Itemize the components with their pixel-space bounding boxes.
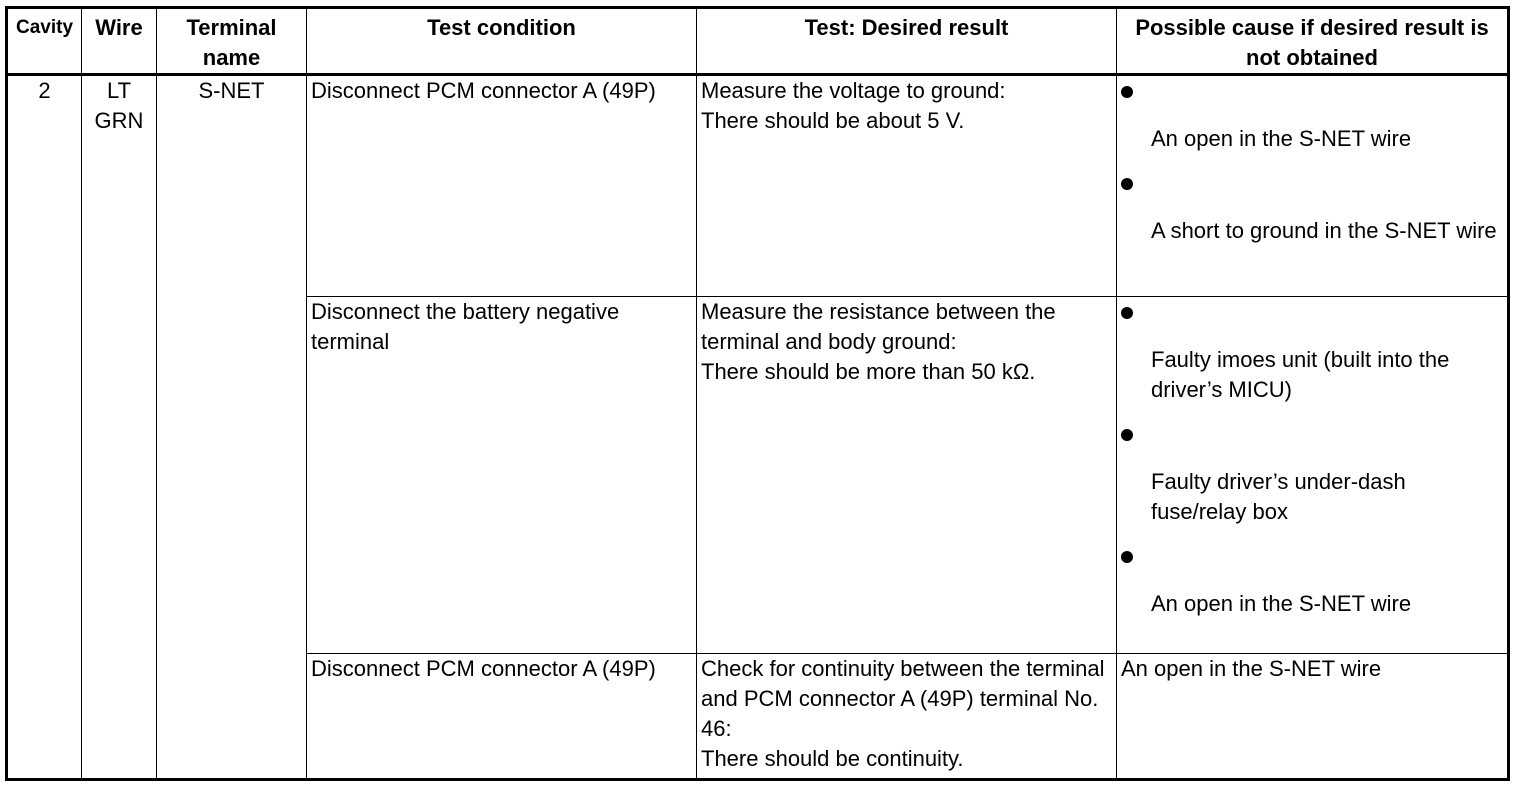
result-line: Check for continuity between the terminal and PCM connector A (49P) terminal No. 46: xyxy=(701,656,1105,741)
table-row xyxy=(7,75,1509,297)
bullet-icon xyxy=(1121,297,1503,321)
result-line: Measure the resistance between the terminal and body ground: xyxy=(701,299,1056,354)
possible-cause-cell: An open in the S-NET wire xyxy=(1117,654,1509,780)
header-wire: Wire xyxy=(82,8,157,75)
result-line: There should be continuity. xyxy=(701,746,964,771)
header-possible-cause: Possible cause if desired result is not obtained xyxy=(1117,8,1509,75)
terminal-test-table xyxy=(5,6,1510,781)
possible-cause-cell xyxy=(1117,297,1509,654)
test-condition-cell: Disconnect PCM connector A (49P) xyxy=(307,654,697,780)
cause-item: Faulty driver’s under-dash fuse/relay box xyxy=(1151,469,1406,524)
possible-cause-cell xyxy=(1117,75,1509,297)
bullet-icon xyxy=(1121,419,1503,443)
result-line: There should be more than 50 kΩ. xyxy=(701,359,1036,384)
header-row xyxy=(7,8,1509,75)
header-test-condition: Test condition xyxy=(307,8,697,75)
bullet-icon xyxy=(1121,541,1503,565)
cause-item: An open in the S-NET wire xyxy=(1151,591,1412,616)
desired-result-cell xyxy=(697,75,1117,297)
result-line: There should be about 5 V. xyxy=(701,108,965,133)
header-terminal-name: Terminal name xyxy=(157,8,307,75)
cause-item: An open in the S-NET wire xyxy=(1151,126,1412,151)
desired-result-cell xyxy=(697,297,1117,654)
desired-result-cell xyxy=(697,654,1117,780)
test-condition-cell: Disconnect the battery negative terminal xyxy=(307,297,697,654)
header-cavity: Cavity xyxy=(7,8,82,75)
header-desired-result: Test: Desired result xyxy=(697,8,1117,75)
cavity-cell: 2 xyxy=(7,75,82,780)
cause-item: A short to ground in the S-NET wire xyxy=(1151,218,1497,243)
wire-color-line2: GRN xyxy=(94,108,144,133)
bullet-icon xyxy=(1121,76,1503,100)
result-line: Measure the voltage to ground: xyxy=(701,78,1006,103)
bullet-icon xyxy=(1121,168,1503,192)
cause-item: Faulty imoes unit (built into the driver’s MICU) xyxy=(1151,347,1450,402)
test-condition-cell: Disconnect PCM connector A (49P) xyxy=(307,75,697,297)
terminal-name-cell: S-NET xyxy=(157,75,307,780)
wire-cell xyxy=(82,75,157,780)
wire-color-line1: LT xyxy=(106,78,132,103)
